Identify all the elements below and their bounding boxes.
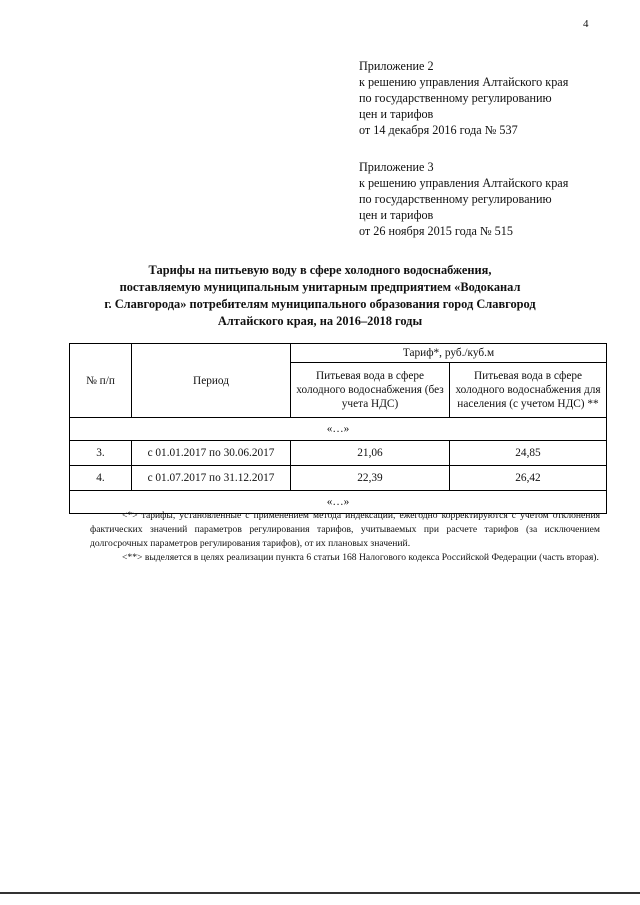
ellipsis-cell: «…» (70, 418, 607, 441)
header-tariff-no-vat: Питьевая вода в сфере холодного водоснабжения (без учета НДС) (291, 363, 450, 418)
appendix-2-line: от 14 декабря 2016 года № 537 (359, 123, 518, 137)
row-period: с 01.01.2017 по 30.06.2017 (132, 441, 291, 466)
table-row (70, 466, 607, 491)
title-line: г. Славгорода» потребителям муниципального образования город Славгород (104, 297, 536, 311)
row-period: с 01.07.2017 по 31.12.2017 (132, 466, 291, 491)
appendix-2-line: цен и тарифов (359, 107, 434, 121)
tariff-table (69, 343, 607, 514)
appendix-3-line: от 26 ноября 2015 года № 515 (359, 224, 513, 238)
appendix-3-line: по государственному регулированию (359, 192, 552, 206)
row-tariff-with-vat: 26,42 (450, 466, 607, 491)
row-tariff-no-vat: 22,39 (291, 466, 450, 491)
ellipsis-cell: «…» (70, 491, 607, 514)
table-row (70, 441, 607, 466)
appendix-3-line: к решению управления Алтайского края (359, 176, 569, 190)
footnote-1: <*> тарифы, установленные с применением метода индексации, ежегодно корректируются с учетом отклонения фактических значений параметров регулирования тарифов, учитываемых при расчете тарифов (за исключением долгосрочных параметров регулирования тарифов), от их плановых значений. (90, 510, 600, 549)
row-tariff-no-vat: 21,06 (291, 441, 450, 466)
row-number: 3. (70, 441, 132, 466)
appendix-2-line: по государственному регулированию (359, 91, 552, 105)
scan-bottom-rule (0, 892, 640, 894)
header-period: Период (132, 344, 291, 418)
title-line: Тарифы на питьевую воду в сфере холодного водоснабжения, (148, 263, 492, 277)
table-row-ellipsis (70, 418, 607, 441)
appendix-3-line: цен и тарифов (359, 208, 434, 222)
header-number: № п/п (70, 344, 132, 418)
appendix-2-line: Приложение 2 (359, 59, 434, 73)
appendix-3-line: Приложение 3 (359, 160, 434, 174)
title-line: поставляемую муниципальным унитарным предприятием «Водоканал (119, 280, 521, 294)
appendix-2-block (359, 58, 568, 138)
row-number: 4. (70, 466, 132, 491)
page-number: 4 (583, 18, 589, 30)
appendix-3-block (359, 159, 568, 239)
footnote-2: <**> выделяется в целях реализации пункта 6 статьи 168 Налогового кодекса Российской Федерации (часть вторая). (122, 552, 599, 563)
appendix-2-line: к решению управления Алтайского края (359, 75, 569, 89)
header-tariff: Тариф*, руб./куб.м (291, 344, 607, 363)
table-header-row (70, 344, 607, 363)
row-tariff-with-vat: 24,85 (450, 441, 607, 466)
footnotes (90, 509, 600, 565)
document-title (70, 262, 570, 330)
header-tariff-with-vat: Питьевая вода в сфере холодного водоснабжения для населения (с учетом НДС) ** (450, 363, 607, 418)
title-line: Алтайского края, на 2016–2018 годы (217, 314, 423, 328)
